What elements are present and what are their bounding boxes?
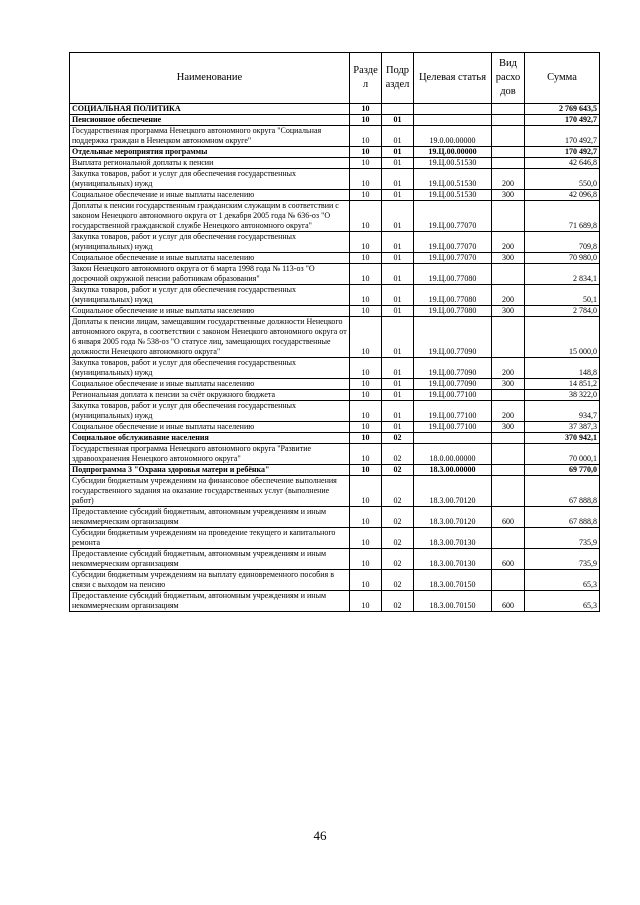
cell-kind xyxy=(492,317,525,358)
table-row xyxy=(70,147,600,158)
cell-kind xyxy=(492,104,525,115)
cell-target: 18.3.00.00000 xyxy=(414,465,492,476)
cell-section: 10 xyxy=(350,306,382,317)
table-row xyxy=(70,476,600,507)
cell-target: 19.Ц.00.77090 xyxy=(414,317,492,358)
cell-sum: 14 851,2 xyxy=(525,379,600,390)
cell-section: 10 xyxy=(350,147,382,158)
cell-subsection: 01 xyxy=(382,306,414,317)
cell-name: Социальное обеспечение и иные выплаты населению xyxy=(70,422,350,433)
cell-subsection: 01 xyxy=(382,158,414,169)
table-row xyxy=(70,158,600,169)
cell-section: 10 xyxy=(350,422,382,433)
cell-sum: 65,3 xyxy=(525,570,600,591)
cell-kind: 300 xyxy=(492,422,525,433)
cell-kind xyxy=(492,528,525,549)
cell-section: 10 xyxy=(350,253,382,264)
cell-section: 10 xyxy=(350,476,382,507)
table-row xyxy=(70,433,600,444)
cell-sum: 735,9 xyxy=(525,528,600,549)
cell-sum: 735,9 xyxy=(525,549,600,570)
cell-section: 10 xyxy=(350,264,382,285)
cell-name: Закон Ненецкого автономного округа от 6 марта 1998 года № 113-оз "О досрочной окружной пенсии работникам образования" xyxy=(70,264,350,285)
cell-subsection: 02 xyxy=(382,549,414,570)
cell-section: 10 xyxy=(350,317,382,358)
table-row xyxy=(70,379,600,390)
cell-target: 19.Ц.00.77100 xyxy=(414,401,492,422)
cell-kind xyxy=(492,465,525,476)
cell-sum: 170 492,7 xyxy=(525,126,600,147)
table-row xyxy=(70,465,600,476)
cell-subsection: 01 xyxy=(382,232,414,253)
cell-target: 19.Ц.00.00000 xyxy=(414,147,492,158)
cell-section: 10 xyxy=(350,201,382,232)
cell-kind xyxy=(492,476,525,507)
table-row xyxy=(70,104,600,115)
cell-section: 10 xyxy=(350,158,382,169)
cell-section: 10 xyxy=(350,528,382,549)
header-target: Целевая статья xyxy=(414,53,492,104)
header-sum: Сумма xyxy=(525,53,600,104)
cell-kind: 300 xyxy=(492,379,525,390)
cell-name: Предоставление субсидий бюджетным, автономным учреждениям и иным некоммерческим организациям xyxy=(70,549,350,570)
cell-target xyxy=(414,104,492,115)
cell-kind xyxy=(492,264,525,285)
cell-target: 18.3.00.70150 xyxy=(414,570,492,591)
cell-target: 19.Ц.00.77070 xyxy=(414,253,492,264)
table-row xyxy=(70,444,600,465)
cell-target: 19.Ц.00.77070 xyxy=(414,232,492,253)
cell-subsection: 01 xyxy=(382,253,414,264)
cell-kind xyxy=(492,158,525,169)
cell-name: Государственная программа Ненецкого автономного округа "Развитие здравоохранения Ненецкого автономного округа" xyxy=(70,444,350,465)
cell-target: 18.3.00.70130 xyxy=(414,528,492,549)
cell-sum: 70 980,0 xyxy=(525,253,600,264)
cell-sum: 38 322,0 xyxy=(525,390,600,401)
cell-name: Предоставление субсидий бюджетным, автономным учреждениям и иным некоммерческим организациям xyxy=(70,591,350,612)
cell-section: 10 xyxy=(350,104,382,115)
cell-subsection: 02 xyxy=(382,507,414,528)
cell-sum: 71 689,8 xyxy=(525,201,600,232)
cell-kind xyxy=(492,115,525,126)
table-row xyxy=(70,306,600,317)
cell-subsection: 01 xyxy=(382,401,414,422)
cell-subsection: 01 xyxy=(382,147,414,158)
cell-name: Субсидии бюджетным учреждениям на финансовое обеспечение выполнения государственного задания на оказание государственных услуг (выполнение работ) xyxy=(70,476,350,507)
cell-target: 19.Ц.00.77080 xyxy=(414,285,492,306)
cell-section: 10 xyxy=(350,358,382,379)
table-row xyxy=(70,507,600,528)
cell-section: 10 xyxy=(350,115,382,126)
cell-target: 19.Ц.00.77080 xyxy=(414,264,492,285)
cell-section: 10 xyxy=(350,190,382,201)
cell-subsection: 02 xyxy=(382,570,414,591)
cell-target: 19.Ц.00.51530 xyxy=(414,190,492,201)
cell-target: 19.Ц.00.51530 xyxy=(414,169,492,190)
table-row xyxy=(70,570,600,591)
cell-kind xyxy=(492,201,525,232)
cell-name: Социальное обеспечение и иные выплаты населению xyxy=(70,190,350,201)
cell-name: Социальное обеспечение и иные выплаты населению xyxy=(70,379,350,390)
cell-sum: 69 770,0 xyxy=(525,465,600,476)
cell-target xyxy=(414,115,492,126)
cell-section: 10 xyxy=(350,570,382,591)
cell-kind xyxy=(492,444,525,465)
table-row xyxy=(70,232,600,253)
cell-section: 10 xyxy=(350,549,382,570)
cell-section: 10 xyxy=(350,379,382,390)
table-row xyxy=(70,422,600,433)
cell-name: Доплаты к пенсии государственным гражданским служащим в соответствии с законом Ненецкого автономного округа от 1 декабря 2005 года № 636-оз "О государственной гражданской службе Ненецкого автономного округа" xyxy=(70,201,350,232)
table-row xyxy=(70,285,600,306)
cell-kind: 300 xyxy=(492,190,525,201)
header-kind: Вид расхо дов xyxy=(492,53,525,104)
cell-subsection: 01 xyxy=(382,390,414,401)
cell-name: Закупка товаров, работ и услуг для обеспечения государственных (муниципальных) нужд xyxy=(70,285,350,306)
cell-sum: 65,3 xyxy=(525,591,600,612)
table-row xyxy=(70,591,600,612)
cell-target: 18.0.00.00000 xyxy=(414,444,492,465)
cell-sum: 37 387,3 xyxy=(525,422,600,433)
cell-sum: 934,7 xyxy=(525,401,600,422)
cell-kind: 600 xyxy=(492,507,525,528)
cell-subsection: 01 xyxy=(382,169,414,190)
cell-name: Предоставление субсидий бюджетным, автономным учреждениям и иным некоммерческим организациям xyxy=(70,507,350,528)
cell-kind: 200 xyxy=(492,358,525,379)
cell-subsection: 02 xyxy=(382,465,414,476)
budget-table xyxy=(69,52,600,612)
cell-name: Закупка товаров, работ и услуг для обеспечения государственных (муниципальных) нужд xyxy=(70,232,350,253)
cell-sum: 148,8 xyxy=(525,358,600,379)
cell-target: 18.3.00.70120 xyxy=(414,507,492,528)
cell-section: 10 xyxy=(350,232,382,253)
cell-target: 19.Ц.00.77090 xyxy=(414,358,492,379)
cell-name: Закупка товаров, работ и услуг для обеспечения государственных (муниципальных) нужд xyxy=(70,169,350,190)
table-row xyxy=(70,358,600,379)
table-row xyxy=(70,253,600,264)
cell-name: Региональная доплата к пенсии за счёт окружного бюджета xyxy=(70,390,350,401)
cell-sum: 67 888,8 xyxy=(525,476,600,507)
cell-sum: 2 834,1 xyxy=(525,264,600,285)
cell-name: Подпрограмма 3 "Охрана здоровья матери и ребёнка" xyxy=(70,465,350,476)
cell-subsection: 02 xyxy=(382,444,414,465)
cell-subsection: 01 xyxy=(382,285,414,306)
cell-section: 10 xyxy=(350,401,382,422)
cell-subsection: 01 xyxy=(382,264,414,285)
cell-sum: 170 492,7 xyxy=(525,147,600,158)
table-row xyxy=(70,401,600,422)
cell-name: Государственная программа Ненецкого автономного округа "Социальная поддержка граждан в Ненецком автономном округе" xyxy=(70,126,350,147)
cell-target: 19.Ц.00.77100 xyxy=(414,390,492,401)
cell-section: 10 xyxy=(350,465,382,476)
header-subsection: Подр аздел xyxy=(382,53,414,104)
cell-section: 10 xyxy=(350,507,382,528)
cell-target: 18.3.00.70150 xyxy=(414,591,492,612)
cell-section: 10 xyxy=(350,591,382,612)
cell-kind xyxy=(492,147,525,158)
cell-name: Закупка товаров, работ и услуг для обеспечения государственных (муниципальных) нужд xyxy=(70,401,350,422)
cell-kind: 300 xyxy=(492,253,525,264)
cell-subsection: 01 xyxy=(382,379,414,390)
cell-name: Доплаты к пенсии лицам, замещавшим государственные должности Ненецкого автономного округа, в соответствии с законом Ненецкого автономного округа от 6 января 2005 года № 538-оз "О статусе лиц, замещающих государственные должности Ненецкого автономного округа" xyxy=(70,317,350,358)
cell-subsection: 02 xyxy=(382,528,414,549)
cell-sum: 67 888,8 xyxy=(525,507,600,528)
cell-section: 10 xyxy=(350,126,382,147)
cell-subsection: 02 xyxy=(382,591,414,612)
cell-subsection: 02 xyxy=(382,433,414,444)
header-name: Наименование xyxy=(70,53,350,104)
cell-target: 19.Ц.00.77080 xyxy=(414,306,492,317)
cell-kind xyxy=(492,390,525,401)
table-row xyxy=(70,390,600,401)
cell-kind: 600 xyxy=(492,591,525,612)
cell-name: Пенсионное обеспечение xyxy=(70,115,350,126)
cell-target xyxy=(414,433,492,444)
table-row xyxy=(70,169,600,190)
cell-sum: 42 096,8 xyxy=(525,190,600,201)
table-row xyxy=(70,528,600,549)
page-number: 46 xyxy=(313,828,327,843)
cell-kind xyxy=(492,433,525,444)
cell-sum: 2 784,0 xyxy=(525,306,600,317)
cell-name: Социальное обеспечение и иные выплаты населению xyxy=(70,306,350,317)
cell-name: Субсидии бюджетным учреждениям на выплату единовременного пособия в связи с выходом на пенсию xyxy=(70,570,350,591)
cell-section: 10 xyxy=(350,390,382,401)
cell-subsection: 01 xyxy=(382,422,414,433)
header-section: Разде л xyxy=(350,53,382,104)
table-row xyxy=(70,317,600,358)
cell-name: Закупка товаров, работ и услуг для обеспечения государственных (муниципальных) нужд xyxy=(70,358,350,379)
cell-section: 10 xyxy=(350,444,382,465)
cell-kind: 200 xyxy=(492,401,525,422)
cell-subsection: 01 xyxy=(382,201,414,232)
cell-section: 10 xyxy=(350,169,382,190)
cell-target: 19.Ц.00.77090 xyxy=(414,379,492,390)
table-row xyxy=(70,264,600,285)
cell-name: СОЦИАЛЬНАЯ ПОЛИТИКА xyxy=(70,104,350,115)
cell-subsection: 01 xyxy=(382,317,414,358)
table-row xyxy=(70,549,600,570)
cell-target: 19.Ц.00.77070 xyxy=(414,201,492,232)
cell-target: 18.3.00.70130 xyxy=(414,549,492,570)
cell-section: 10 xyxy=(350,433,382,444)
cell-kind: 200 xyxy=(492,169,525,190)
cell-sum: 550,0 xyxy=(525,169,600,190)
cell-sum: 2 769 643,5 xyxy=(525,104,600,115)
cell-name: Субсидии бюджетным учреждениям на проведение текущего и капитального ремонта xyxy=(70,528,350,549)
cell-name: Выплата региональной доплаты к пенсии xyxy=(70,158,350,169)
cell-sum: 170 492,7 xyxy=(525,115,600,126)
cell-target: 19.Ц.00.51530 xyxy=(414,158,492,169)
cell-kind xyxy=(492,570,525,591)
cell-sum: 42 646,8 xyxy=(525,158,600,169)
table-row xyxy=(70,126,600,147)
cell-subsection: 01 xyxy=(382,190,414,201)
cell-section: 10 xyxy=(350,285,382,306)
cell-target: 19.Ц.00.77100 xyxy=(414,422,492,433)
cell-sum: 70 000,1 xyxy=(525,444,600,465)
cell-kind: 600 xyxy=(492,549,525,570)
cell-subsection: 01 xyxy=(382,358,414,379)
cell-name: Социальное обслуживание населения xyxy=(70,433,350,444)
cell-sum: 370 942,1 xyxy=(525,433,600,444)
header-row xyxy=(70,53,600,104)
cell-sum: 50,1 xyxy=(525,285,600,306)
cell-name: Отдельные мероприятия программы xyxy=(70,147,350,158)
cell-target: 19.0.00.00000 xyxy=(414,126,492,147)
table-row xyxy=(70,201,600,232)
cell-subsection: 01 xyxy=(382,126,414,147)
cell-sum: 15 000,0 xyxy=(525,317,600,358)
cell-kind xyxy=(492,126,525,147)
cell-subsection: 01 xyxy=(382,115,414,126)
cell-kind: 200 xyxy=(492,232,525,253)
cell-sum: 709,8 xyxy=(525,232,600,253)
cell-target: 18.3.00.70120 xyxy=(414,476,492,507)
cell-subsection xyxy=(382,104,414,115)
cell-kind: 200 xyxy=(492,285,525,306)
cell-subsection: 02 xyxy=(382,476,414,507)
cell-kind: 300 xyxy=(492,306,525,317)
cell-name: Социальное обеспечение и иные выплаты населению xyxy=(70,253,350,264)
table-row xyxy=(70,190,600,201)
table-row xyxy=(70,115,600,126)
